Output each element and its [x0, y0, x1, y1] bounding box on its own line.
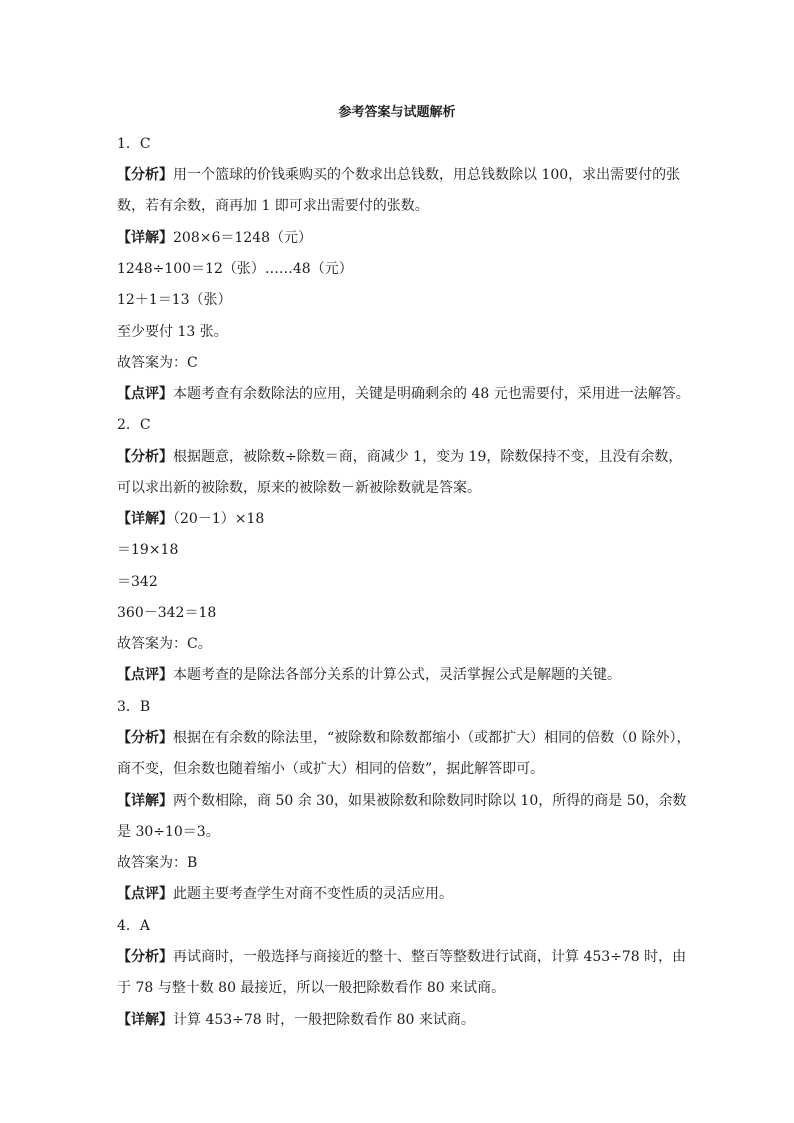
q2-analysis-cont: 可以求出新的被除数，原来的被除数－新被除数就是答案。: [117, 480, 481, 496]
q4-detail-text: 计算 453÷78 时，一般把除数看作 80 来试商。: [173, 1012, 475, 1028]
q1-detail-text: 208×6＝1248（元）: [173, 230, 312, 246]
q2-comment: [117, 666, 679, 684]
detail-tag: 【详解】: [117, 793, 173, 809]
q2-detail-line2: ＝19×18: [117, 542, 179, 558]
q3-analysis-cont: 商不变，但余数也随着缩小（或扩大）相同的倍数”，据此解答即可。: [117, 761, 545, 777]
q1-answer: 故答案为：C: [117, 355, 198, 371]
q3-analysis: [117, 729, 691, 747]
q1-detail-line4: 至少要付 13 张。: [117, 324, 228, 340]
q1-comment: [117, 385, 690, 403]
q3-detail: [117, 792, 687, 810]
q1-analysis-text: 用一个篮球的价钱乘购买的个数求出总钱数，用总钱数除以 100，求出需要付的张: [173, 167, 681, 183]
q1-analysis-cont: 数，若有余数，商再加 1 即可求出需要付的张数。: [117, 198, 429, 214]
q2-detail-line4: 360－342＝18: [117, 605, 217, 621]
analysis-tag: 【分析】: [117, 949, 173, 965]
detail-tag: 【详解】: [117, 1012, 173, 1028]
q2-answer: 故答案为：C。: [117, 636, 212, 652]
q2-number: 2．C: [117, 417, 151, 433]
comment-tag: 【点评】: [117, 386, 173, 402]
q4-analysis-text: 再试商时，一般选择与商接近的整十、整百等整数进行试商，计算 453÷78 时，由: [173, 949, 687, 965]
q2-detail-line3: ＝342: [117, 574, 158, 590]
q3-answer: 故答案为：B: [117, 855, 198, 871]
q1-detail-line3: 12＋1＝13（张）: [117, 292, 232, 308]
detail-tag: 【详解】: [117, 230, 173, 246]
comment-tag: 【点评】: [117, 667, 173, 683]
analysis-tag: 【分析】: [117, 167, 173, 183]
q3-number: 3．B: [117, 699, 151, 715]
q1-number: 1．C: [117, 136, 151, 152]
q4-detail: [117, 1011, 679, 1029]
page-title: 参考答案与试题解析: [338, 105, 456, 120]
q4-analysis: [117, 948, 687, 966]
q2-detail: [117, 510, 679, 528]
q1-analysis: [117, 166, 679, 184]
q1-detail: [117, 229, 679, 247]
q4-number: 4．A: [117, 918, 151, 934]
q3-detail-line2: 是 30÷10＝3。: [117, 824, 220, 840]
q3-detail-text: 两个数相除，商 50 余 30，如果被除数和除数同时除以 10，所得的商是 50，余数: [173, 793, 687, 809]
q3-comment: [117, 885, 679, 903]
analysis-tag: 【分析】: [117, 730, 173, 746]
q1-comment-text: 本题考查有余数除法的应用，关键是明确剩余的 48 元也需要付，采用进一法解答。: [173, 386, 690, 402]
comment-tag: 【点评】: [117, 886, 173, 902]
q3-analysis-text: 根据在有余数的除法里，“被除数和除数都缩小（或都扩大）相同的倍数（0 除外），: [173, 730, 691, 746]
q2-analysis-text: 根据题意，被除数÷除数＝商，商减少 1，变为 19，除数保持不变，且没有余数，: [173, 449, 683, 465]
q3-comment-text: 此题主要考查学生对商不变性质的灵活应用。: [173, 886, 453, 902]
q2-detail-text: （20－1）×18: [173, 511, 265, 527]
analysis-tag: 【分析】: [117, 449, 173, 465]
q1-detail-line2: 1248÷100＝12（张）……48（元）: [117, 261, 353, 277]
detail-tag: 【详解】: [117, 511, 173, 527]
q2-analysis: [117, 448, 683, 466]
q2-comment-text: 本题考查的是除法各部分关系的计算公式，灵活掌握公式是解题的关键。: [173, 667, 621, 683]
q4-analysis-cont: 于 78 与整十数 80 最接近，所以一般把除数看作 80 来试商。: [117, 980, 506, 996]
